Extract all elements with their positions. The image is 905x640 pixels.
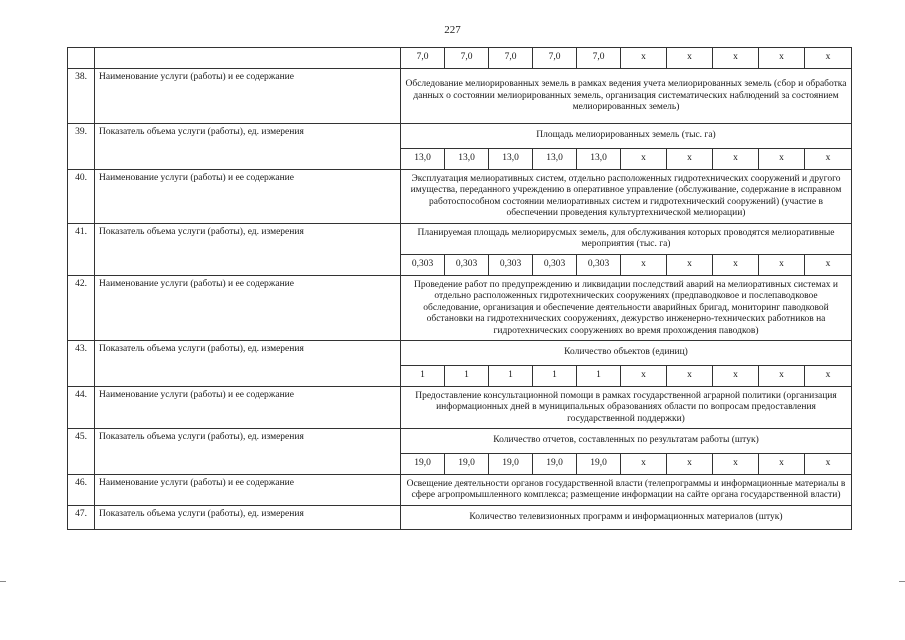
service-content: Предоставление консультационной помощи в рамках государственной аграрной политики (организация информационных дней в муниципальных образованиях области по вопросам предоставления государственной поддержки) — [401, 386, 852, 429]
value-cell: 19,0 — [401, 453, 445, 474]
row-number: 44. — [68, 386, 95, 429]
value-cell: 19,0 — [445, 453, 489, 474]
indicator-title: Планируемая площадь мелиорирусмых земель, для обслуживания которых проводятся мелиоративные мероприятия (тыс. га) — [401, 223, 852, 254]
value-cell: x — [759, 453, 805, 474]
value-cell: x — [713, 48, 759, 69]
service-content: Проведение работ по предупреждению и ликвидации последствий аварий на мелиоративных системах и отдельно расположенных гидротехнических сооружениях (предпаводковое и послепаводковое обследование, организация и обеспечение деятельности аварийных бригад, мониторинг паводковой обстановки на гидротехнических сооружениях, дежурство инженерно-технических работников на гидротехнических сооружениях во время прохождения паводков) — [401, 275, 852, 341]
value-cell: 13,0 — [401, 148, 445, 169]
indicator-title: Количество телевизионных программ и информационных материалов (штук) — [401, 505, 852, 530]
row-number: 45. — [68, 429, 95, 475]
value-cell: 0,303 — [445, 254, 489, 275]
service-content: Освещение деятельности органов государственной власти (телепрограммы и информационные материалы в сфере агропромышленного комплекса; размещение информации на сайте органа государственной власти) — [401, 474, 852, 505]
value-cell: 0,303 — [533, 254, 577, 275]
value-cell: x — [713, 148, 759, 169]
value-cell: 13,0 — [533, 148, 577, 169]
table-row — [68, 341, 852, 366]
table-row — [68, 69, 852, 124]
value-cell: 1 — [489, 365, 533, 386]
indicator-title: Площадь мелиорированных земель (тыс. га) — [401, 124, 852, 149]
value-cell: x — [759, 365, 805, 386]
value-cell: 7,0 — [445, 48, 489, 69]
table-row — [68, 275, 852, 341]
row-label: Показатель объема услуги (работы), ед. измерения — [95, 505, 401, 530]
table-row — [68, 124, 852, 149]
table-row — [68, 429, 852, 454]
value-cell: 13,0 — [445, 148, 489, 169]
value-cell: 19,0 — [577, 453, 621, 474]
row-label: Наименование услуги (работы) и ее содержание — [95, 169, 401, 223]
row-number: 46. — [68, 474, 95, 505]
value-cell: 7,0 — [489, 48, 533, 69]
value-cell: x — [805, 365, 852, 386]
scan-edge-mark — [0, 581, 6, 582]
value-cell: 13,0 — [577, 148, 621, 169]
value-cell: 0,303 — [489, 254, 533, 275]
value-cell: 1 — [401, 365, 445, 386]
row-number: 39. — [68, 124, 95, 170]
value-cell: x — [621, 48, 667, 69]
indicator-title: Количество объектов (единиц) — [401, 341, 852, 366]
row-label — [95, 48, 401, 69]
table-row — [68, 505, 852, 530]
value-cell: 0,303 — [577, 254, 621, 275]
value-cell: x — [805, 453, 852, 474]
row-label: Наименование услуги (работы) и ее содержание — [95, 69, 401, 124]
row-label: Показатель объема услуги (работы), ед. измерения — [95, 223, 401, 275]
value-cell: 13,0 — [489, 148, 533, 169]
services-table — [67, 47, 852, 530]
value-cell: x — [667, 365, 713, 386]
value-cell: x — [759, 254, 805, 275]
row-label: Показатель объема услуги (работы), ед. измерения — [95, 429, 401, 475]
table-row — [68, 169, 852, 223]
table-row — [68, 48, 852, 69]
row-number — [68, 48, 95, 69]
value-cell: x — [667, 148, 713, 169]
value-cell: x — [713, 254, 759, 275]
service-content: Эксплуатация мелиоративных систем, отдельно расположенных гидротехнических сооружений и другого имущества, переданного учреждению в оперативное управление (обслуживание, содержание в исправном работоспособном состоянии мелиоративных систем и гидротехнический сооружений) (участие в обеспечении проведения культуртехнической мелиорации) — [401, 169, 852, 223]
value-cell: x — [667, 453, 713, 474]
value-cell: 1 — [577, 365, 621, 386]
value-cell: 1 — [533, 365, 577, 386]
value-cell: x — [759, 148, 805, 169]
row-label: Наименование услуги (работы) и ее содержание — [95, 386, 401, 429]
value-cell: x — [621, 365, 667, 386]
value-cell: x — [621, 254, 667, 275]
row-number: 38. — [68, 69, 95, 124]
value-cell: x — [667, 254, 713, 275]
value-cell: x — [667, 48, 713, 69]
value-cell: 19,0 — [533, 453, 577, 474]
value-cell: x — [621, 148, 667, 169]
value-cell: 0,303 — [401, 254, 445, 275]
value-cell: x — [759, 48, 805, 69]
scan-edge-mark — [899, 581, 905, 582]
service-content: Обследование мелиорированных земель в рамках ведения учета мелиорированных земель (сбор и обработка данных о состоянии мелиорированных земель, организация систематических наблюдений за состоянием мелиорированных земель) — [401, 69, 852, 124]
table-row — [68, 474, 852, 505]
value-cell: x — [805, 254, 852, 275]
row-label: Наименование услуги (работы) и ее содержание — [95, 474, 401, 505]
value-cell: 7,0 — [577, 48, 621, 69]
value-cell: x — [713, 365, 759, 386]
table-row — [68, 386, 852, 429]
value-cell: x — [621, 453, 667, 474]
value-cell: 7,0 — [401, 48, 445, 69]
page-number: 227 — [444, 24, 461, 36]
row-number: 43. — [68, 341, 95, 387]
value-cell: 7,0 — [533, 48, 577, 69]
value-cell: 19,0 — [489, 453, 533, 474]
row-number: 41. — [68, 223, 95, 275]
row-label: Показатель объема услуги (работы), ед. измерения — [95, 341, 401, 387]
row-number: 42. — [68, 275, 95, 341]
row-number: 40. — [68, 169, 95, 223]
value-cell: 1 — [445, 365, 489, 386]
row-number: 47. — [68, 505, 95, 530]
indicator-title: Количество отчетов, составленных по результатам работы (штук) — [401, 429, 852, 454]
table-row — [68, 223, 852, 254]
row-label: Наименование услуги (работы) и ее содержание — [95, 275, 401, 341]
value-cell: x — [805, 148, 852, 169]
row-label: Показатель объема услуги (работы), ед. измерения — [95, 124, 401, 170]
value-cell: x — [805, 48, 852, 69]
value-cell: x — [713, 453, 759, 474]
